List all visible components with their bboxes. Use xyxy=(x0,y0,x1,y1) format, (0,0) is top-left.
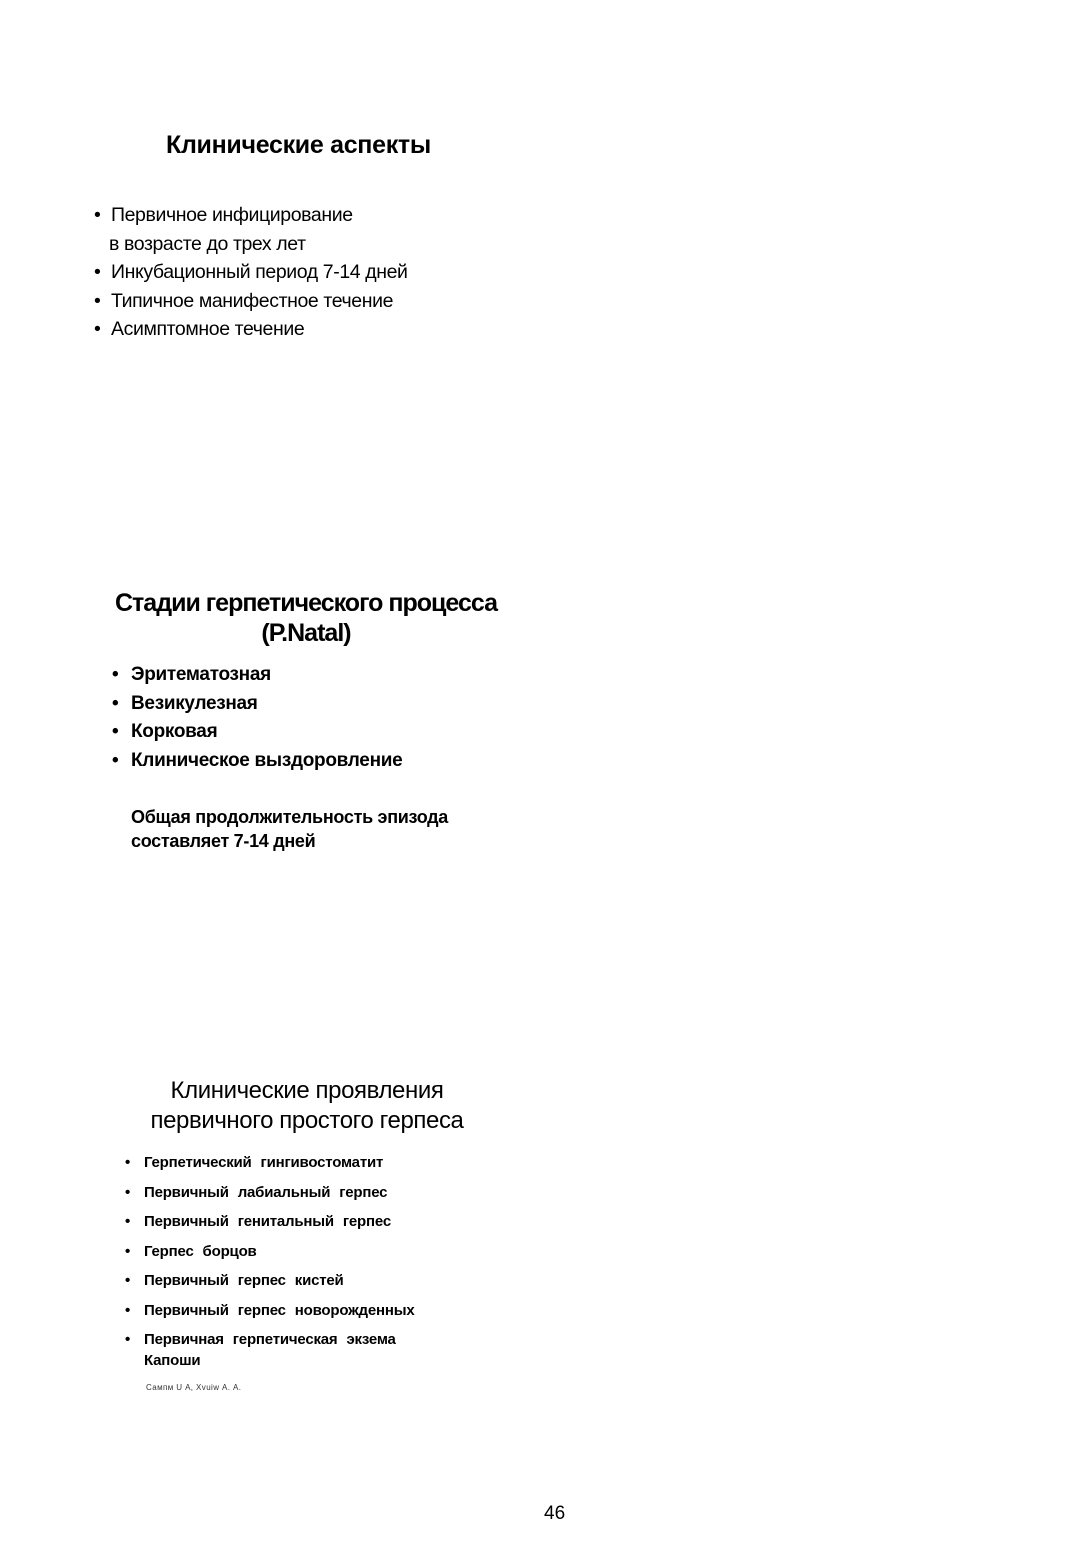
episode-duration-note xyxy=(131,805,448,853)
list-item xyxy=(112,718,402,747)
list-item-text: Первичная герпетическая экзема Капоши xyxy=(144,1331,396,1369)
list-item xyxy=(94,315,408,344)
bullet-icon: • xyxy=(112,692,119,714)
bullet-icon: • xyxy=(125,1242,131,1260)
bullet-icon: • xyxy=(125,1272,131,1289)
list-item-text: Корковая xyxy=(131,721,218,743)
list-item-text: Герпес борцов xyxy=(144,1242,257,1260)
note-line1: Общая продолжительность эпизода xyxy=(131,807,449,827)
list-item xyxy=(94,287,408,316)
list-item-text: в возрасте до трех лет xyxy=(109,232,306,255)
list-item-text: Асимптомное течение xyxy=(111,318,305,340)
section-clinical-aspects-title: Клинические аспекты xyxy=(166,131,431,159)
list-item xyxy=(112,690,402,719)
list-item-text: Инкубационный период 7-14 дней xyxy=(111,261,408,283)
list-item-text: Клиническое выздоровление xyxy=(131,750,403,772)
list-item-text: Везикулезная xyxy=(131,692,258,714)
list-item xyxy=(112,661,402,690)
section-stages-title-line1: Стадии герпетического процесса xyxy=(115,589,497,617)
bullet-icon: • xyxy=(125,1331,131,1348)
list-item-text: Первичный лабиальный герпес xyxy=(144,1183,388,1201)
list-item-text: Герпетический гингивостоматит xyxy=(144,1154,384,1171)
section-manifestations-title-line2: первичного простого герпеса xyxy=(150,1107,464,1134)
bullet-icon: • xyxy=(94,289,101,312)
section-stages-title-line2: (P.Natal) xyxy=(261,619,351,647)
section-stages-title xyxy=(100,588,512,648)
list-item xyxy=(125,1211,444,1232)
list-item xyxy=(125,1329,444,1371)
list-item xyxy=(125,1152,444,1173)
list-item xyxy=(125,1182,444,1203)
manifestations-list xyxy=(125,1152,444,1380)
bullet-icon: • xyxy=(112,664,119,685)
list-item-continuation xyxy=(94,230,408,259)
list-item-text: Первичный герпес кистей xyxy=(144,1272,344,1289)
bullet-icon: • xyxy=(94,204,101,226)
bullet-icon: • xyxy=(125,1301,131,1319)
list-item xyxy=(112,747,402,776)
list-item xyxy=(94,258,408,287)
list-item-text: Типичное манифестное течение xyxy=(111,289,394,312)
list-item xyxy=(125,1300,444,1321)
stages-list xyxy=(112,661,402,776)
bullet-icon: • xyxy=(94,261,101,283)
section-manifestations-title-line1: Клинические проявления xyxy=(170,1077,444,1104)
list-item xyxy=(94,201,408,230)
section-manifestations-title xyxy=(130,1076,484,1136)
list-item-text: Эритематозная xyxy=(131,664,271,685)
list-item-text: Первичный генитальный герпес xyxy=(144,1213,391,1230)
page-number: 46 xyxy=(544,1503,566,1524)
bullet-icon: • xyxy=(125,1213,131,1230)
note-line2: составляет 7-14 дней xyxy=(131,831,316,851)
list-item xyxy=(125,1241,444,1262)
clinical-aspects-list xyxy=(94,201,408,344)
list-item xyxy=(125,1270,444,1291)
bullet-icon: • xyxy=(125,1183,131,1201)
bullet-icon: • xyxy=(94,318,101,340)
list-item-text: Первичное инфицирование xyxy=(111,204,353,226)
bullet-icon: • xyxy=(112,750,119,772)
list-item-text: Первичный герпес новорожденных xyxy=(144,1301,415,1319)
bullet-icon: • xyxy=(112,721,119,743)
source-caption: Сампм U А, Xvuiw А. А. xyxy=(146,1383,242,1392)
bullet-icon: • xyxy=(125,1154,131,1171)
